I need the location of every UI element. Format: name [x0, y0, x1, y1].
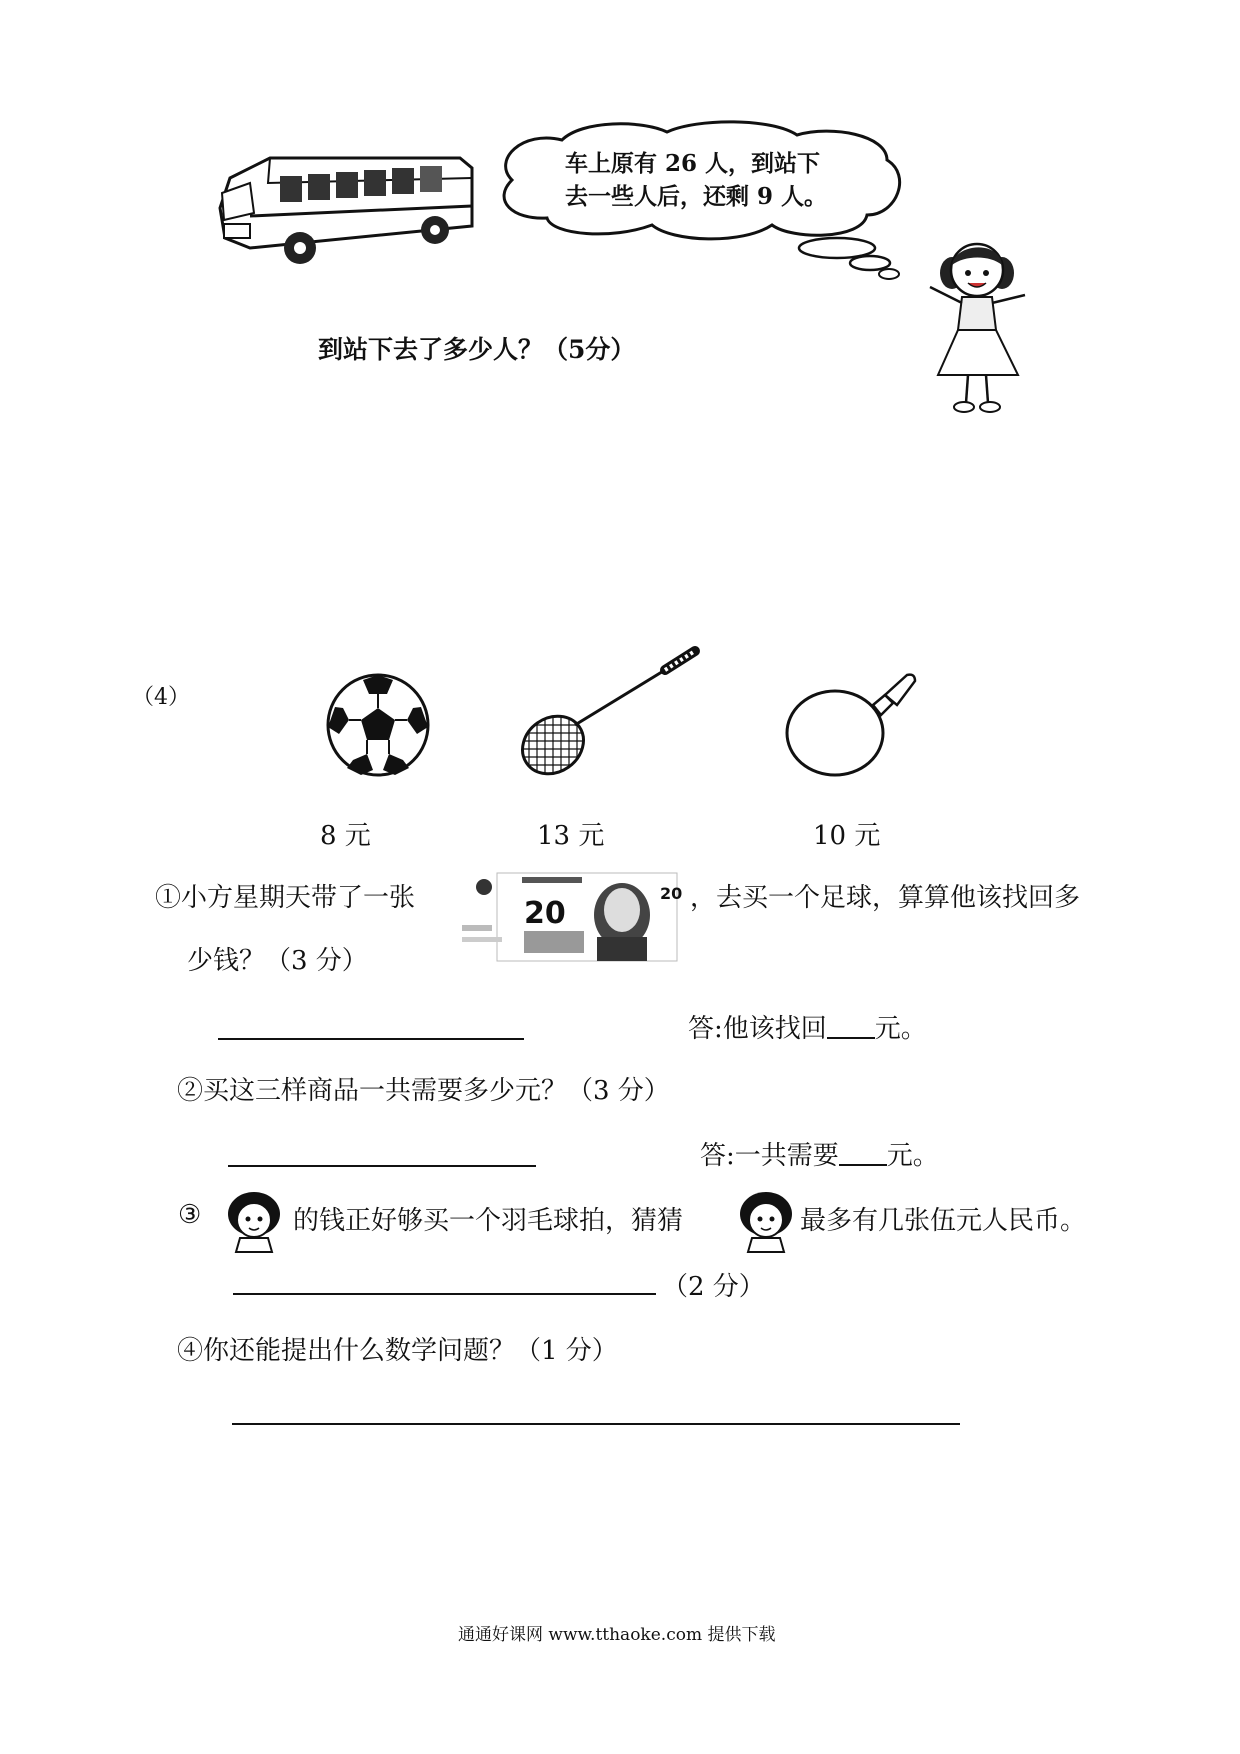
sub2-work-line[interactable] — [228, 1165, 536, 1167]
sub2-answer-suffix: 元。 — [886, 1141, 939, 1171]
badminton-racket-icon — [515, 645, 705, 780]
child-face-icon — [734, 1188, 798, 1254]
svg-text:20: 20 — [660, 884, 683, 903]
ping-pong-paddle-icon — [785, 665, 920, 780]
sub2-answer-blank[interactable] — [839, 1164, 887, 1166]
sub1-text-b: ，去买一个足球，算算他该找回多 — [690, 883, 1081, 913]
sub1-answer-blank[interactable] — [827, 1037, 875, 1039]
sub1-text-a: ①小方星期天带了一张 — [155, 883, 416, 913]
sub2-answer-prefix: 答:一共需要 — [700, 1141, 839, 1171]
banknote-icon — [462, 865, 687, 965]
speech-text-line2: 去一些人后，还剩 9 人。 — [565, 183, 828, 210]
price-ping-pong-paddle: 10 元 — [813, 821, 881, 851]
sub3-num: ③ — [178, 1200, 202, 1230]
girl-illustration — [910, 235, 1040, 415]
banknote-value: 20 — [524, 896, 566, 931]
speech-text-line1: 车上原有 26 人，到站下 — [565, 150, 821, 177]
sub4-answer-line[interactable] — [232, 1423, 960, 1425]
sub3-text-a: 的钱正好够买一个羽毛球拍，猜猜 — [293, 1206, 684, 1236]
sub1-answer — [688, 1008, 927, 1045]
sub3-answer-line[interactable] — [233, 1293, 656, 1295]
bus-illustration — [210, 138, 480, 273]
sub1-work-line[interactable] — [218, 1038, 524, 1040]
price-badminton-racket: 13 元 — [537, 821, 605, 851]
soccer-ball-icon — [325, 672, 431, 778]
sub3-score: （2 分） — [662, 1272, 765, 1302]
sub2-text: ②买这三样商品一共需要多少元？（3 分） — [177, 1076, 670, 1106]
sub1-text-c: 少钱？（3 分） — [187, 946, 368, 976]
footer-text: 通通好课网 www.tthaoke.com 提供下载 — [458, 1625, 776, 1645]
sub1-answer-suffix: 元。 — [874, 1014, 927, 1044]
q3-question: 到站下去了多少人？（5分） — [318, 335, 636, 364]
q4-number: （4） — [132, 685, 190, 710]
child-face-icon — [222, 1188, 286, 1254]
sub2-answer — [700, 1135, 939, 1172]
sub3-text-b: 最多有几张伍元人民币。 — [800, 1206, 1087, 1236]
sub1-answer-prefix: 答:他该找回 — [688, 1014, 827, 1044]
sub4-text: ④你还能提出什么数学问题？（1 分） — [177, 1336, 618, 1366]
price-soccer-ball: 8 元 — [320, 821, 371, 851]
